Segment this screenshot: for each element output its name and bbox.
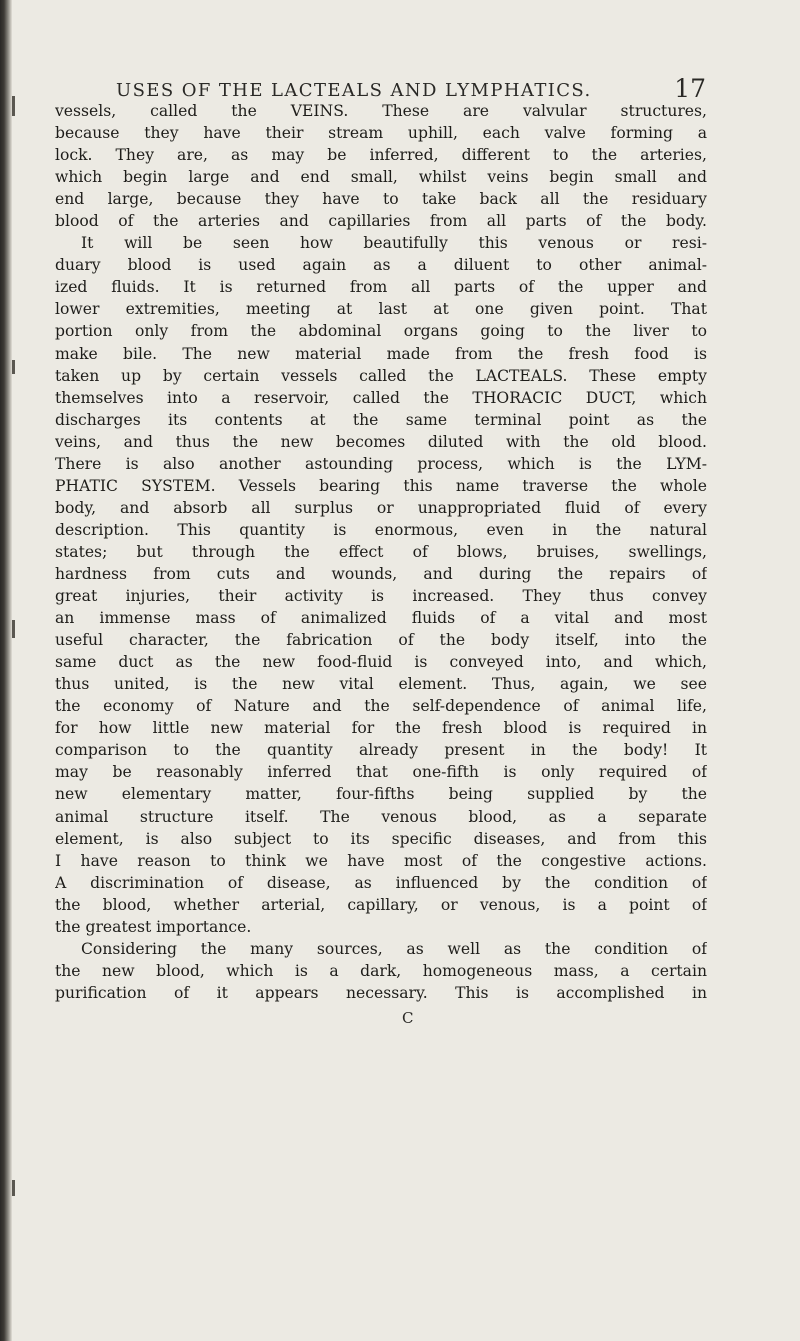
text-line: I have reason to think we have most of the congestive actions.: [55, 851, 707, 870]
text-line: states; but through the effect of blows, bruises, swellings,: [55, 542, 707, 561]
text-line: the blood, whether arterial, capillary, or venous, is a point of: [55, 895, 707, 914]
binding-mark: [12, 620, 15, 638]
text-line: blood of the arteries and capillaries from all parts of the body.: [55, 212, 707, 231]
text-line: lower extremities, meeting at last at one given point. That: [55, 300, 707, 319]
text-line: end large, because they have to take back all the residuary: [55, 190, 707, 209]
text-line: themselves into a reservoir, called the THORACIC DUCT, which: [55, 388, 707, 407]
text-line: portion only from the abdominal organs going to the liver to: [55, 322, 707, 341]
text-line: may be reasonably inferred that one-fifth is only required of: [55, 763, 707, 782]
page-number: 17: [674, 74, 706, 103]
text-line: purification of it appears necessary. This is accomplished in: [55, 983, 707, 1002]
text-line: There is also another astounding process, which is the LYM-: [55, 454, 707, 473]
text-line: comparison to the quantity already present in the body! It: [55, 741, 707, 760]
body-text: [55, 100, 707, 1004]
text-line: element, is also subject to its specific diseases, and from this: [55, 829, 707, 848]
text-line: vessels, called the VEINS. These are valvular structures,: [55, 102, 707, 120]
binding-mark: [12, 360, 15, 374]
text-line: It will be seen how beautifully this venous or resi-: [81, 234, 707, 253]
text-line: description. This quantity is enormous, even in the natural: [55, 520, 707, 539]
text-line: PHATIC SYSTEM. Vessels bearing this name traverse the whole: [55, 476, 707, 495]
text-line: same duct as the new food-fluid is conveyed into, and which,: [55, 653, 707, 672]
text-line: new elementary matter, four-fifths being supplied by the: [55, 785, 707, 804]
text-line: the new blood, which is a dark, homogeneous mass, a certain: [55, 961, 707, 980]
binding-mark: [12, 1180, 15, 1196]
text-line: thus united, is the new vital element. Thus, again, we see: [55, 675, 707, 694]
text-line: discharges its contents at the same terminal point as the: [55, 410, 707, 429]
text-line: because they have their stream uphill, each valve forming a: [55, 124, 707, 143]
text-line: body, and absorb all surplus or unappropriated fluid of every: [55, 498, 707, 517]
running-title: USES OF THE LACTEALS AND LYMPHATICS.: [116, 80, 592, 101]
text-line: an immense mass of animalized fluids of a vital and most: [55, 609, 707, 628]
text-line: A discrimination of disease, as influenced by the condition of: [55, 873, 707, 892]
binding-mark: [12, 96, 15, 116]
text-line: which begin large and end small, whilst veins begin small and: [55, 168, 707, 187]
text-line: lock. They are, as may be inferred, different to the arteries,: [55, 146, 707, 165]
text-line: veins, and thus the new becomes diluted with the old blood.: [55, 432, 707, 451]
text-line: Considering the many sources, as well as the condition of: [81, 939, 707, 958]
text-line: useful character, the fabrication of the body itself, into the: [55, 631, 707, 650]
text-line: the greatest importance.: [55, 917, 252, 936]
signature-mark: C: [402, 1009, 414, 1027]
book-binding-shadow: [0, 0, 12, 1341]
text-line: ized fluids. It is returned from all parts of the upper and: [55, 278, 707, 297]
text-line: taken up by certain vessels called the LACTEALS. These empty: [55, 366, 707, 385]
text-line: great injuries, their activity is increased. They thus convey: [55, 587, 707, 606]
text-line: the economy of Nature and the self-dependence of animal life,: [55, 697, 707, 716]
text-line: duary blood is used again as a diluent to other animal-: [55, 256, 707, 275]
text-line: animal structure itself. The venous blood, as a separate: [55, 807, 707, 826]
text-line: hardness from cuts and wounds, and during the repairs of: [55, 564, 707, 583]
text-line: for how little new material for the fresh blood is required in: [55, 719, 707, 738]
text-line: make bile. The new material made from the fresh food is: [55, 344, 707, 363]
